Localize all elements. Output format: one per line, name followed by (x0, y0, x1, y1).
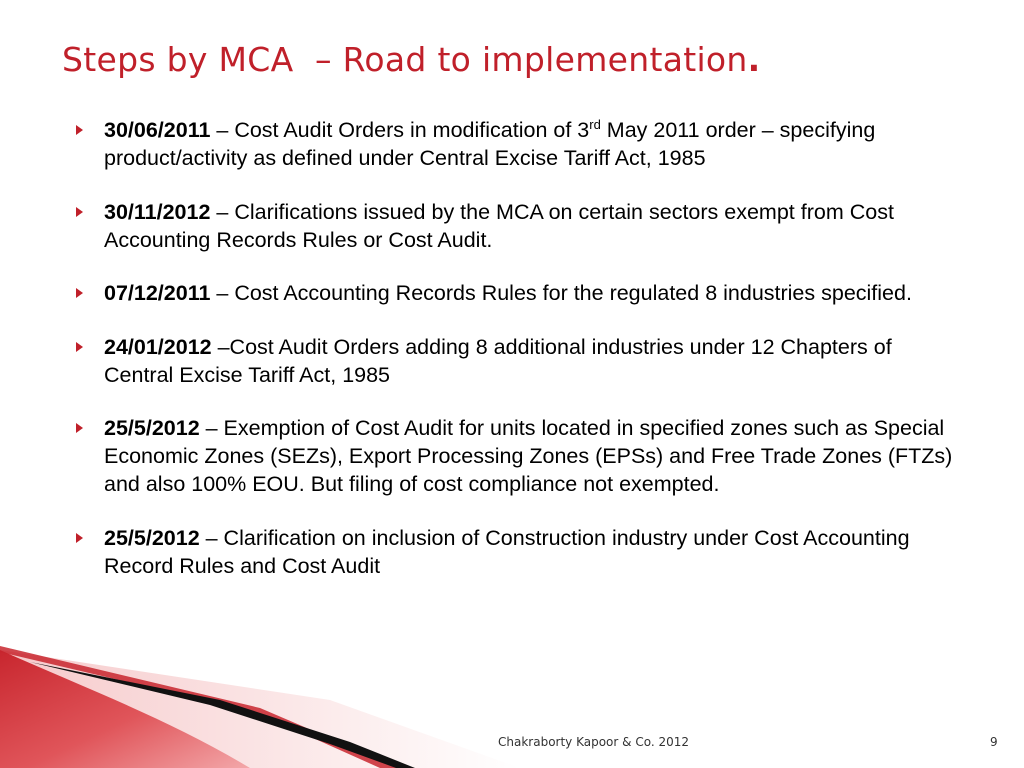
bullet-date: 07/12/2011 (104, 281, 211, 305)
bullet-text: – Exemption of Cost Audit for units located in specified zones such as Special Economic Zones (SEZs), Export Processing Zones (EPSs) and Free Trade Zones (FTZs) and also 100% EOU. But filing of cost compliance not exempted. (104, 416, 953, 496)
bullet-date: 24/01/2012 (104, 334, 212, 359)
bullet-text: – Clarifications issued by the MCA on certain sectors exempt from Cost Accounting Records Rules or Cost Audit. (104, 199, 894, 252)
bullet-date: 25/5/2012 (104, 416, 200, 440)
footer-text: Chakraborty Kapoor & Co. 2012 (498, 735, 689, 749)
bullet-date: 30/06/2011 (104, 118, 211, 142)
bullet-text-continued: May 2011 order – specifying product/activity as defined under Central Excise Tariff Act, 1985 (104, 118, 876, 170)
bullet-text: – Cost Audit Orders in modification of 3 (210, 118, 590, 142)
slide-title-text: Steps by MCA – Road to implementation (62, 40, 748, 79)
bullet-text: – Cost Accounting Records Rules for the regulated 8 industries specified. (210, 281, 912, 305)
page-number: 9 (990, 735, 998, 749)
bullet-date: 30/11/2012 (104, 199, 211, 224)
slide-title-period: . (747, 40, 761, 79)
bullet-text: –Cost Audit Orders adding 8 additional industries under 12 Chapters of Central Excise Tariff Act, 1985 (104, 334, 892, 387)
bullet-text: – Clarification on inclusion of Construction industry under Cost Accounting Record Rules and Cost Audit (104, 525, 910, 578)
bullet-date: 25/5/2012 (104, 525, 200, 550)
bullet-superscript: rd (589, 117, 601, 132)
